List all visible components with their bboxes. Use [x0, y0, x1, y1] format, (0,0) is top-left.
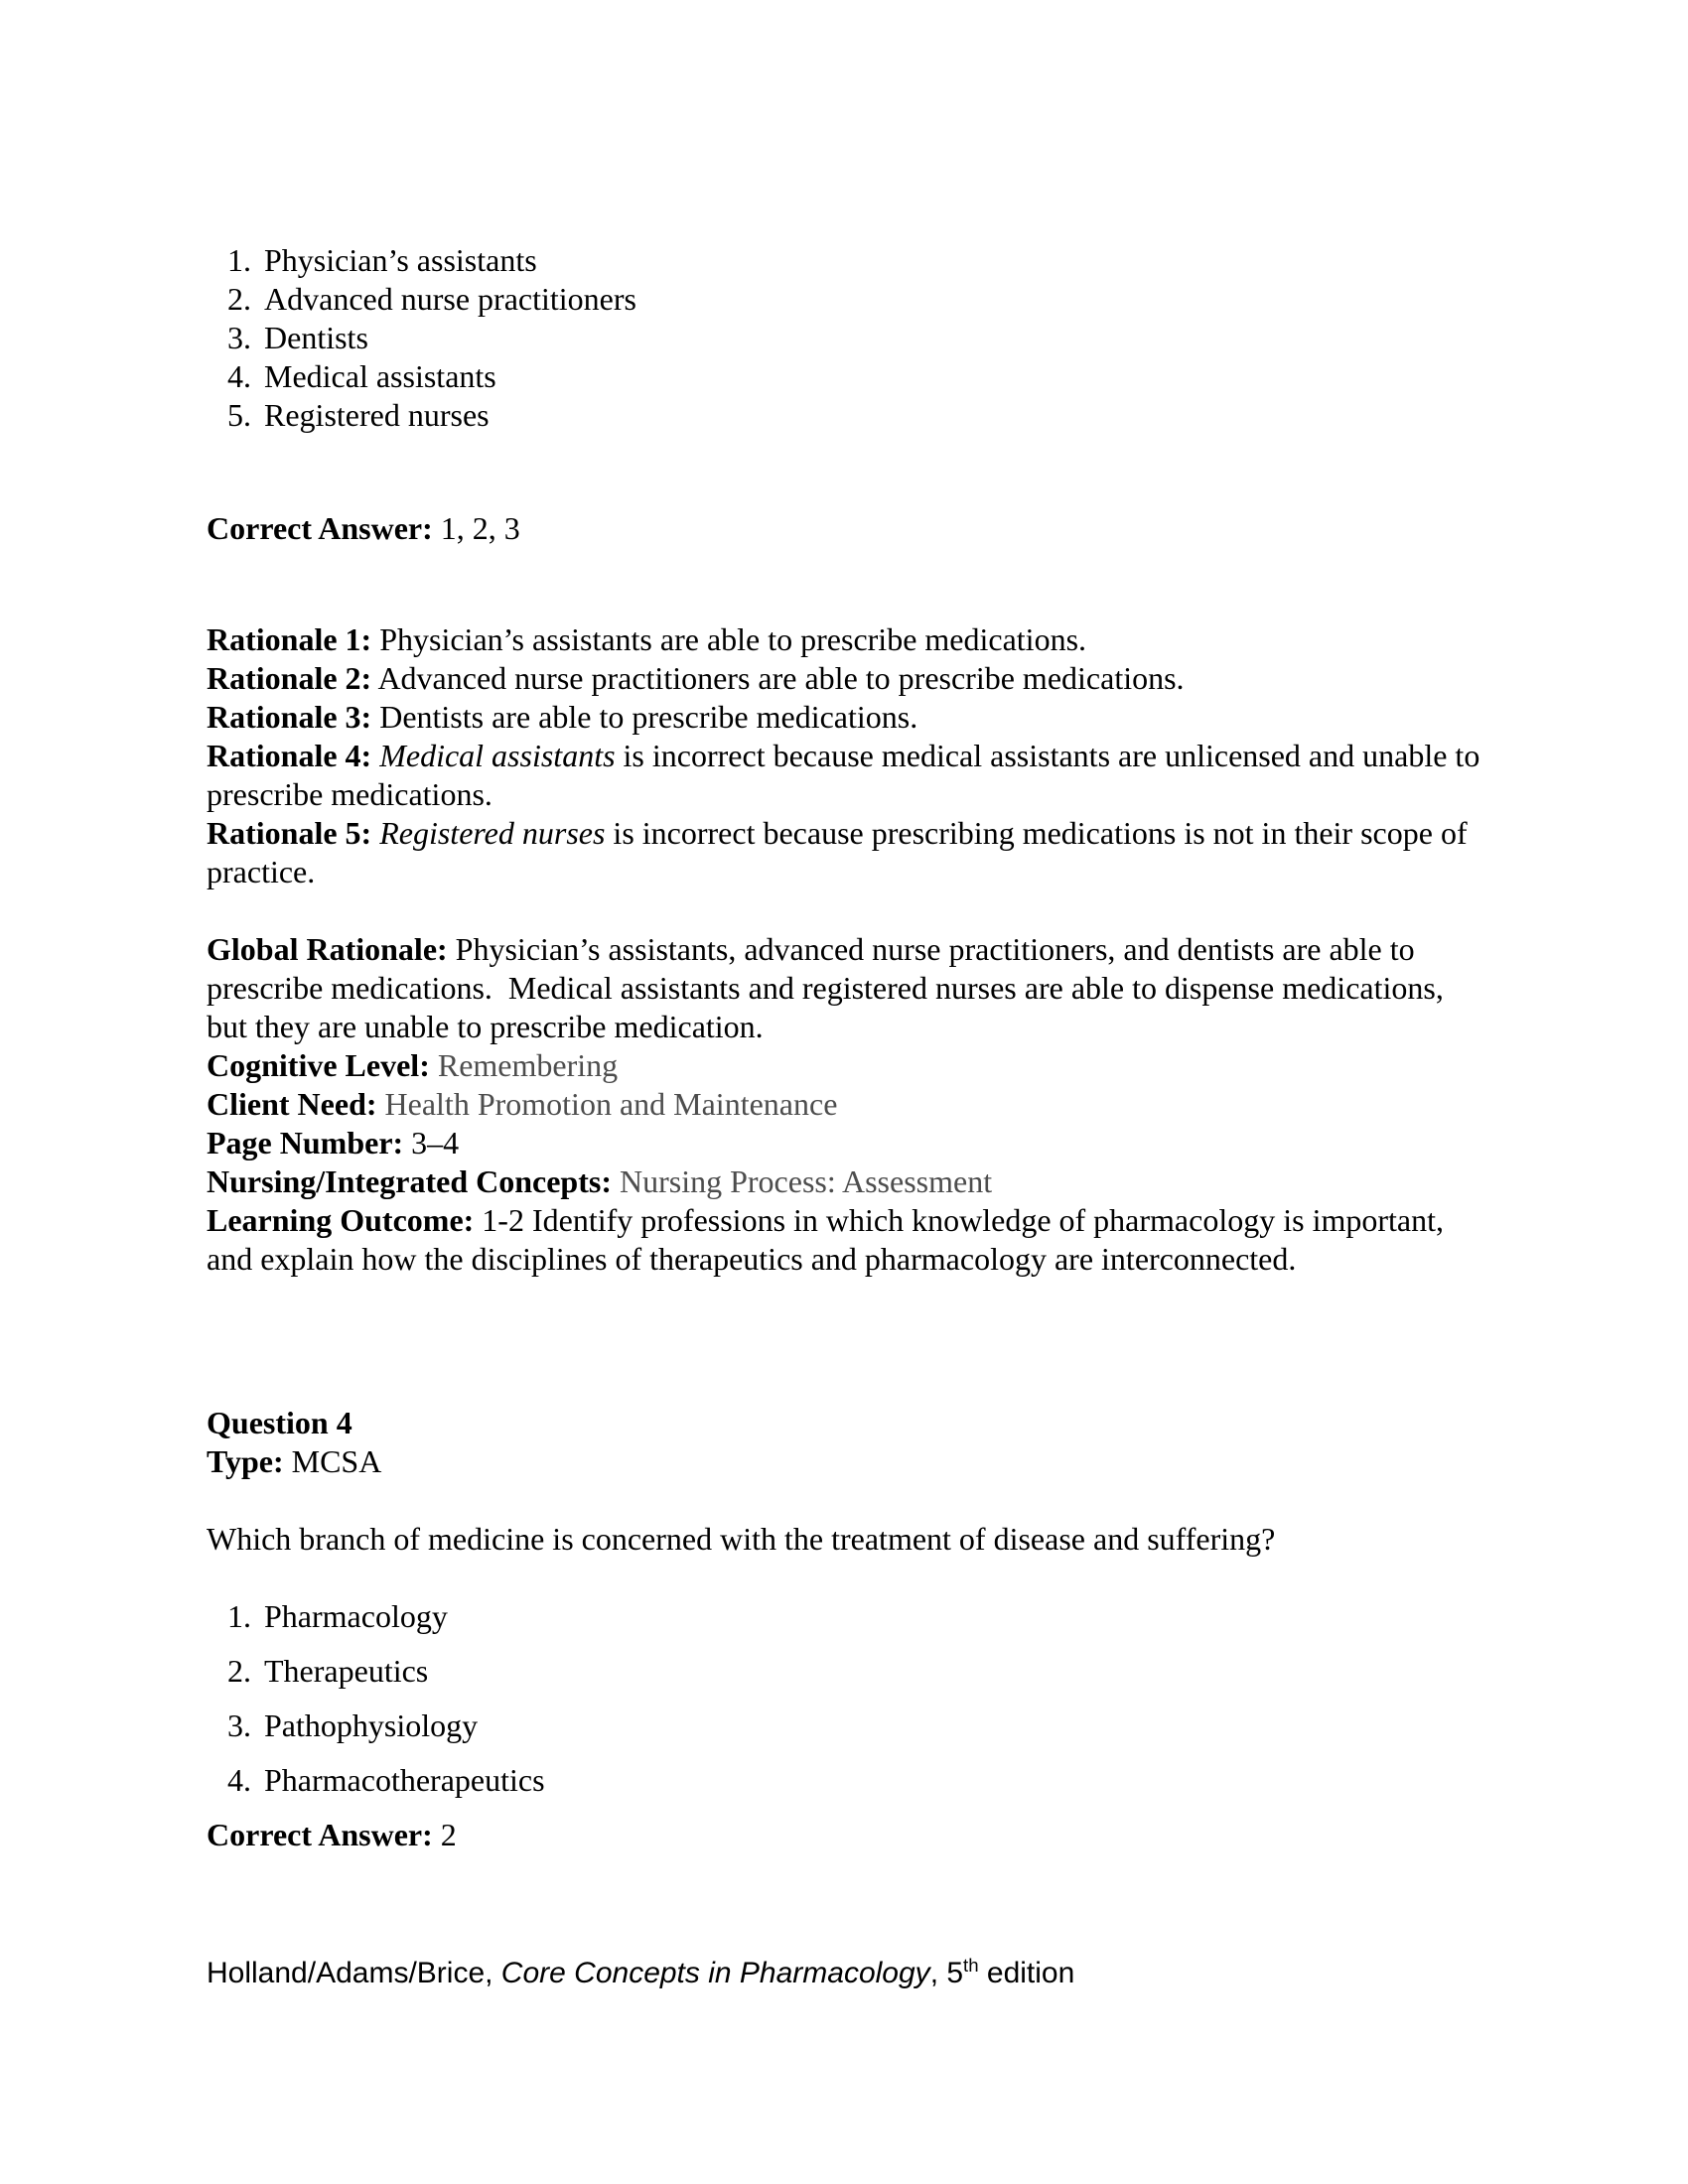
option-number: 3.: [227, 1707, 251, 1743]
question4-title: [207, 1404, 1483, 1442]
option-number: 4.: [227, 358, 251, 394]
question4-option-1: [227, 1597, 1483, 1636]
footer-book-title: Core Concepts in Pharmacology: [500, 1957, 930, 1989]
option-number: 2.: [227, 281, 251, 317]
rationale-label: Rationale 3:: [207, 699, 372, 735]
page-footer: [207, 1956, 1074, 1991]
meta-label: Page Number:: [207, 1125, 404, 1160]
question4-options-list: [207, 1597, 1483, 1800]
question4-option-4: [227, 1761, 1483, 1800]
type-label: Type:: [207, 1443, 284, 1479]
footer-authors: Holland/Adams/Brice,: [207, 1957, 501, 1989]
question3-option-1: [227, 241, 1483, 280]
question4-option-3: [227, 1706, 1483, 1745]
correct-answer-label: Correct Answer:: [207, 1817, 433, 1852]
option-number: 1.: [227, 242, 251, 278]
meta-value: 3–4: [411, 1125, 460, 1160]
meta-value: Health Promotion and Maintenance: [384, 1086, 838, 1122]
rationale-2: [207, 659, 1483, 698]
option-number: 2.: [227, 1653, 251, 1689]
option-text: Therapeutics: [264, 1653, 429, 1689]
nursing-integrated-concepts: [207, 1162, 1483, 1201]
question4-type: [207, 1442, 1483, 1481]
rationale-1: [207, 620, 1483, 659]
rationale-label: Rationale 5:: [207, 815, 372, 851]
question4-stem: Which branch of medicine is concerned with the treatment of disease and suffering?: [207, 1521, 1276, 1557]
rationale-text: Advanced nurse practitioners are able to prescribe medications.: [377, 660, 1185, 696]
option-number: 1.: [227, 1598, 251, 1634]
footer-edition-prefix: , 5: [929, 1957, 964, 1989]
client-need: [207, 1085, 1483, 1124]
global-rationale: [207, 930, 1483, 1046]
correct-answer-value: 1, 2, 3: [440, 510, 520, 546]
meta-value: Remembering: [437, 1047, 619, 1083]
option-text: Pharmacology: [264, 1598, 448, 1634]
learning-outcome: [207, 1201, 1483, 1279]
question3-option-5: [227, 396, 1483, 435]
rationale-text: Dentists are able to prescribe medications.: [379, 699, 918, 735]
rationale-label: Rationale 4:: [207, 738, 372, 773]
global-rationale-label: Global Rationale:: [207, 931, 448, 967]
page-number: [207, 1124, 1483, 1162]
option-text: Dentists: [264, 320, 368, 355]
rationale-italic-term: Medical assistants: [379, 738, 616, 773]
rationale-4: [207, 737, 1483, 814]
question3-correct-answer: [207, 509, 1483, 548]
question4-option-2: [227, 1652, 1483, 1691]
option-text: Pathophysiology: [264, 1707, 479, 1743]
option-number: 5.: [227, 397, 251, 433]
page-content: [207, 241, 1483, 1854]
rationale-3: [207, 698, 1483, 737]
meta-label: Nursing/Integrated Concepts:: [207, 1163, 612, 1199]
global-rationale-text: Physician’s assistants, advanced nurse practitioners, and dentists are able to prescribe medications. Medical assistants and registered nurses are able to dispense medications, but they are unable to prescribe medication.: [207, 931, 1452, 1044]
rationale-italic-term: Registered nurses: [379, 815, 606, 851]
type-value: MCSA: [291, 1443, 382, 1479]
question3-metadata: [207, 1046, 1483, 1279]
rationale-text: Physician’s assistants are able to prescribe medications.: [379, 621, 1087, 657]
rationale-label: Rationale 2:: [207, 660, 372, 696]
rationale-text: is incorrect because prescribing medications is not in their scope of practice.: [207, 815, 1468, 889]
footer-edition-suffix: edition: [978, 1957, 1075, 1989]
rationales-block: [207, 620, 1483, 891]
correct-answer-label: Correct Answer:: [207, 510, 433, 546]
option-text: Advanced nurse practitioners: [264, 281, 636, 317]
question3-options-list: [207, 241, 1483, 435]
question3-option-4: [227, 357, 1483, 396]
question4-correct-answer: [207, 1816, 1483, 1854]
question3-option-3: [227, 319, 1483, 357]
meta-value: Nursing Process: Assessment: [619, 1163, 993, 1199]
meta-label: Client Need:: [207, 1086, 377, 1122]
option-text: Physician’s assistants: [264, 242, 537, 278]
meta-value: 1-2 Identify professions in which knowledge of pharmacology is important, and explain how the disciplines of therapeutics and pharmacology are interconnected.: [207, 1202, 1444, 1277]
option-number: 4.: [227, 1762, 251, 1798]
cognitive-level: [207, 1046, 1483, 1085]
option-number: 3.: [227, 320, 251, 355]
question3-option-2: [227, 280, 1483, 319]
correct-answer-value: 2: [440, 1817, 457, 1852]
meta-label: Learning Outcome:: [207, 1202, 475, 1238]
footer-edition-superscript: th: [963, 1955, 979, 1976]
rationale-text: is incorrect because medical assistants are unlicensed and unable to prescribe medications.: [207, 738, 1480, 812]
rationale-5: [207, 814, 1483, 891]
option-text: Medical assistants: [264, 358, 496, 394]
option-text: Pharmacotherapeutics: [264, 1762, 545, 1798]
meta-label: Cognitive Level:: [207, 1047, 430, 1083]
option-text: Registered nurses: [264, 397, 490, 433]
question-title-text: Question 4: [207, 1405, 352, 1440]
rationale-label: Rationale 1:: [207, 621, 372, 657]
